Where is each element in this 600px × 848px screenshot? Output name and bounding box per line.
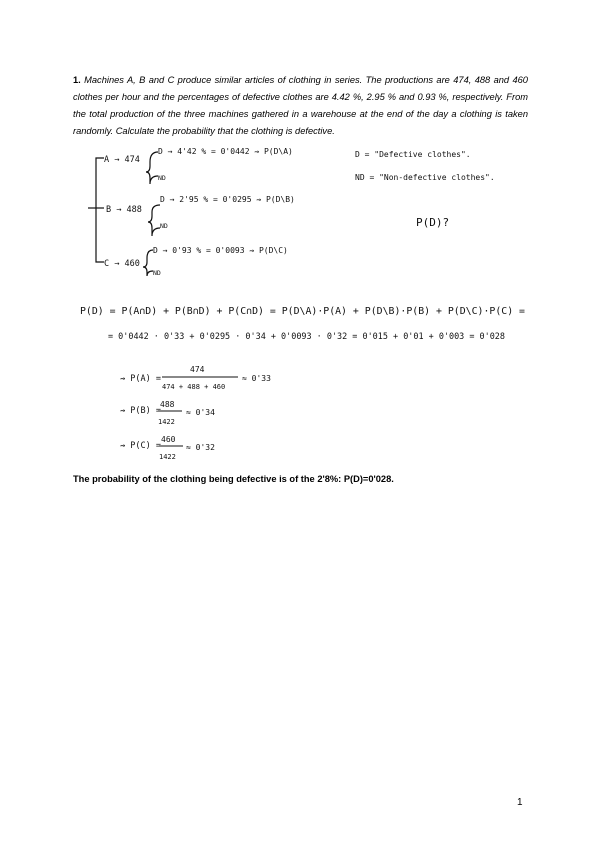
pa-numerator: 474 <box>190 365 205 374</box>
pa-label: ⇝ P(A) = <box>120 374 161 384</box>
tree-a-branch: A → 474 <box>104 155 140 165</box>
question-pd: P(D)? <box>416 216 450 229</box>
conclusion: The probability of the clothing being defective is of the 2'8%: P(D)=0'028. <box>73 474 394 484</box>
tree-a-defective: D → 4'42 % = 0'0442 ⇝ P(D\A) <box>158 147 293 156</box>
legend-defective: D = "Defective clothes". <box>355 150 471 159</box>
pc-numerator: 460 <box>161 435 176 444</box>
page-number: 1 <box>517 797 523 808</box>
pb-numerator: 488 <box>160 400 175 409</box>
problem-text: Machines A, B and C produce similar articles of clothing in series. The productions are 474, 488 and 460 clothes per hour and the percentages of defective clothes are 4.42 %, 2.95 % and 0.93 %, respectively. From the total production of the three machines gathered in a warehouse at the end of the day a clothing is taken randomly. Calculate the probability that the clothing is defective. <box>73 75 528 136</box>
pb-value: ≈ 0'34 <box>186 408 215 417</box>
pa-denominator: 474 + 488 + 460 <box>162 383 226 391</box>
legend-nondefective: ND = "Non-defective clothes". <box>355 173 495 182</box>
pc-denominator: 1422 <box>159 453 176 461</box>
tree-c-nondefective: ND <box>153 269 161 277</box>
pa-value: ≈ 0'33 <box>242 374 271 383</box>
tree-c-defective: D → 0'93 % = 0'0093 ⇝ P(D\C) <box>153 246 288 255</box>
tree-c-branch: C → 460 <box>104 259 140 269</box>
tree-b-defective: D → 2'95 % = 0'0295 ⇝ P(D\B) <box>160 195 295 204</box>
tree-b-branch: B → 488 <box>106 205 142 215</box>
pc-value: ≈ 0'32 <box>186 443 215 452</box>
pb-denominator: 1422 <box>158 418 175 426</box>
total-probability-line1: P(D) = P(A∩D) + P(B∩D) + P(C∩D) = P(D\A)·P(A) + P(D\B)·P(B) + P(D\C)·P(C) = <box>80 306 526 317</box>
total-probability-line2: = 0'0442 · 0'33 + 0'0295 · 0'34 + 0'0093 · 0'32 = 0'015 + 0'01 + 0'003 = 0'028 <box>108 332 505 342</box>
tree-a-nondefective: ND <box>158 174 166 182</box>
tree-b-nondefective: ND <box>160 222 168 230</box>
problem-number: 1. <box>73 75 81 85</box>
pc-label: ⇝ P(C) = <box>120 441 161 451</box>
pb-label: ⇝ P(B) = <box>120 406 161 416</box>
